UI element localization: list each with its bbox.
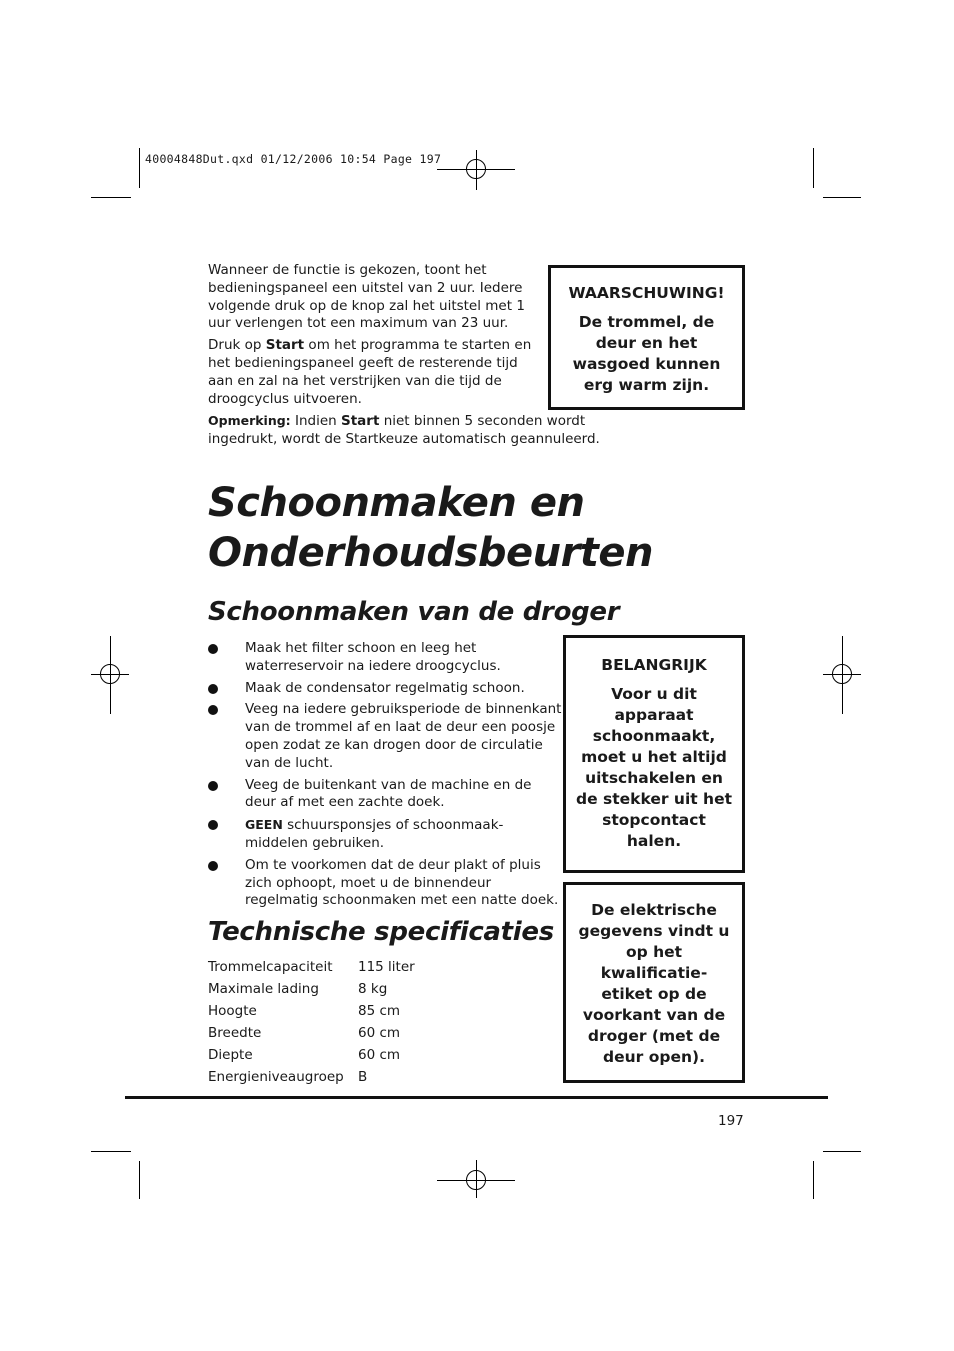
spec-row <box>208 981 415 1003</box>
intro-p2-pre: Druk op <box>208 337 266 354</box>
note-start-keyword: Start <box>341 413 380 429</box>
registration-mark-left-circle <box>100 664 120 684</box>
registration-mark-top-circle <box>466 159 486 179</box>
note-label: Opmerking: <box>208 413 291 428</box>
crop-mark-top-right-vertical <box>813 148 814 188</box>
cleaning-bullet-item <box>208 857 563 910</box>
bullet-text: Veeg de buitenkant van de machine en de deur af met een zachte doek. <box>245 776 532 811</box>
cleaning-bullet-list <box>208 640 563 914</box>
main-title-line-2: Onderhoudsbeurten <box>208 530 654 576</box>
important-heading: BELANGRIJK <box>601 656 707 674</box>
spec-label: Trommelcapaciteit <box>208 959 333 975</box>
cleaning-bullet-item <box>208 816 563 853</box>
crop-mark-top-left-horizontal <box>91 197 131 198</box>
spec-value: 60 cm <box>358 1025 401 1041</box>
intro-note <box>208 412 628 449</box>
spec-label: Diepte <box>208 1047 253 1063</box>
spec-label: Maximale lading <box>208 981 319 997</box>
footer-rule <box>125 1096 828 1099</box>
main-title-line-1: Schoonmaken en <box>208 480 585 526</box>
note-post: niet binnen 5 seconden wordt ingedrukt, wordt de Startkeuze automatisch geannuleerd. <box>208 413 600 447</box>
main-title <box>208 478 768 578</box>
bullet-text: Om te voorkomen dat de deur plakt of pluis zich ophoopt, moet u de binnendeur regelmatig schoonmaken met een natte doek. <box>245 856 559 909</box>
bullet-text: Maak het filter schoon en leeg het waterreservoir na iedere droogcyclus. <box>245 640 501 674</box>
section-title-specs: Technische specificaties <box>208 917 554 947</box>
spec-row <box>208 1069 415 1091</box>
page-number: 197 <box>718 1113 744 1129</box>
bullet-dot-icon <box>208 861 218 871</box>
bullet-text: schuursponsjes of schoonmaak-middelen gebruiken. <box>245 817 504 851</box>
bullet-dot-icon <box>208 781 218 791</box>
intro-p2-post: om het programma te starten en het bedieningspaneel geeft de resterende tijd aan en zal na het verstrijken van die tijd de droogcyclus uitvoeren. <box>208 337 532 407</box>
spec-label: Hoogte <box>208 1003 257 1019</box>
spec-value: 115 liter <box>358 959 415 975</box>
important-box <box>563 635 745 873</box>
crop-mark-top-right-horizontal <box>823 197 861 198</box>
spec-row <box>208 959 415 981</box>
crop-mark-bottom-right-horizontal <box>823 1151 861 1152</box>
bullet-text: Veeg na iedere gebruiksperiode de binnenkant van de trommel af en laat de deur een poosje open zodat ze kan drogen door de circulatie van de lucht. <box>245 701 562 771</box>
note-pre: Indien <box>290 413 341 429</box>
intro-paragraph-1: Wanneer de functie is gekozen, toont het bedieningspaneel een uitstel van 2 uur. Iedere volgende druk op de knop zal het uitstel met 1 uur verlengen tot een maximum van 23 uur. <box>208 262 525 332</box>
cleaning-bullet-item <box>208 777 563 813</box>
intro-paragraph-2 <box>208 337 538 408</box>
spec-value: B <box>358 1069 368 1085</box>
registration-mark-bottom-circle <box>466 1170 486 1190</box>
bullet-dot-icon <box>208 705 218 715</box>
spec-row <box>208 1025 415 1047</box>
cleaning-bullet-item <box>208 640 563 676</box>
important-text: Voor u dit apparaat schoonmaakt, moet u het altijd uitschakelen en de stekker uit het stopcontact halen. <box>576 685 733 850</box>
spec-label: Breedte <box>208 1025 262 1041</box>
spec-value: 60 cm <box>358 1047 401 1063</box>
bullet-text: Maak de condensator regelmatig schoon. <box>245 679 525 696</box>
bullet-dot-icon <box>208 684 218 694</box>
crop-mark-top-left-vertical <box>139 148 140 188</box>
section-title-cleaning: Schoonmaken van de droger <box>208 597 620 627</box>
registration-mark-right-circle <box>832 664 852 684</box>
bullet-dot-icon <box>208 820 218 830</box>
cleaning-bullet-item <box>208 680 563 698</box>
spec-value: 8 kg <box>358 981 388 997</box>
cleaning-bullet-item <box>208 701 563 772</box>
intro-text <box>208 262 538 412</box>
spec-row <box>208 1047 415 1069</box>
warning-heading: WAARSCHUWING! <box>568 284 725 302</box>
crop-mark-bottom-left-vertical <box>139 1161 140 1199</box>
electrical-info-text: De elektrische gegevens vindt u op het kwalificatie-etiket op de voorkant van de droger (met de deur open). <box>578 901 730 1066</box>
specs-table <box>208 959 415 1091</box>
bullet-dot-icon <box>208 644 218 654</box>
warning-text: De trommel, de deur en het wasgoed kunnen erg warm zijn. <box>572 313 721 394</box>
spec-label: Energieniveaugroep <box>208 1069 344 1085</box>
print-slug: 40004848Dut.qxd 01/12/2006 10:54 Page 197 <box>145 152 442 166</box>
start-keyword: Start <box>265 337 305 354</box>
crop-mark-bottom-right-vertical <box>813 1161 814 1199</box>
crop-mark-bottom-left-horizontal <box>91 1151 131 1152</box>
bullet-bold-text: GEEN <box>245 817 283 833</box>
spec-value: 85 cm <box>358 1003 401 1019</box>
spec-row <box>208 1003 415 1025</box>
electrical-info-box <box>563 882 745 1083</box>
warning-box <box>548 265 745 410</box>
